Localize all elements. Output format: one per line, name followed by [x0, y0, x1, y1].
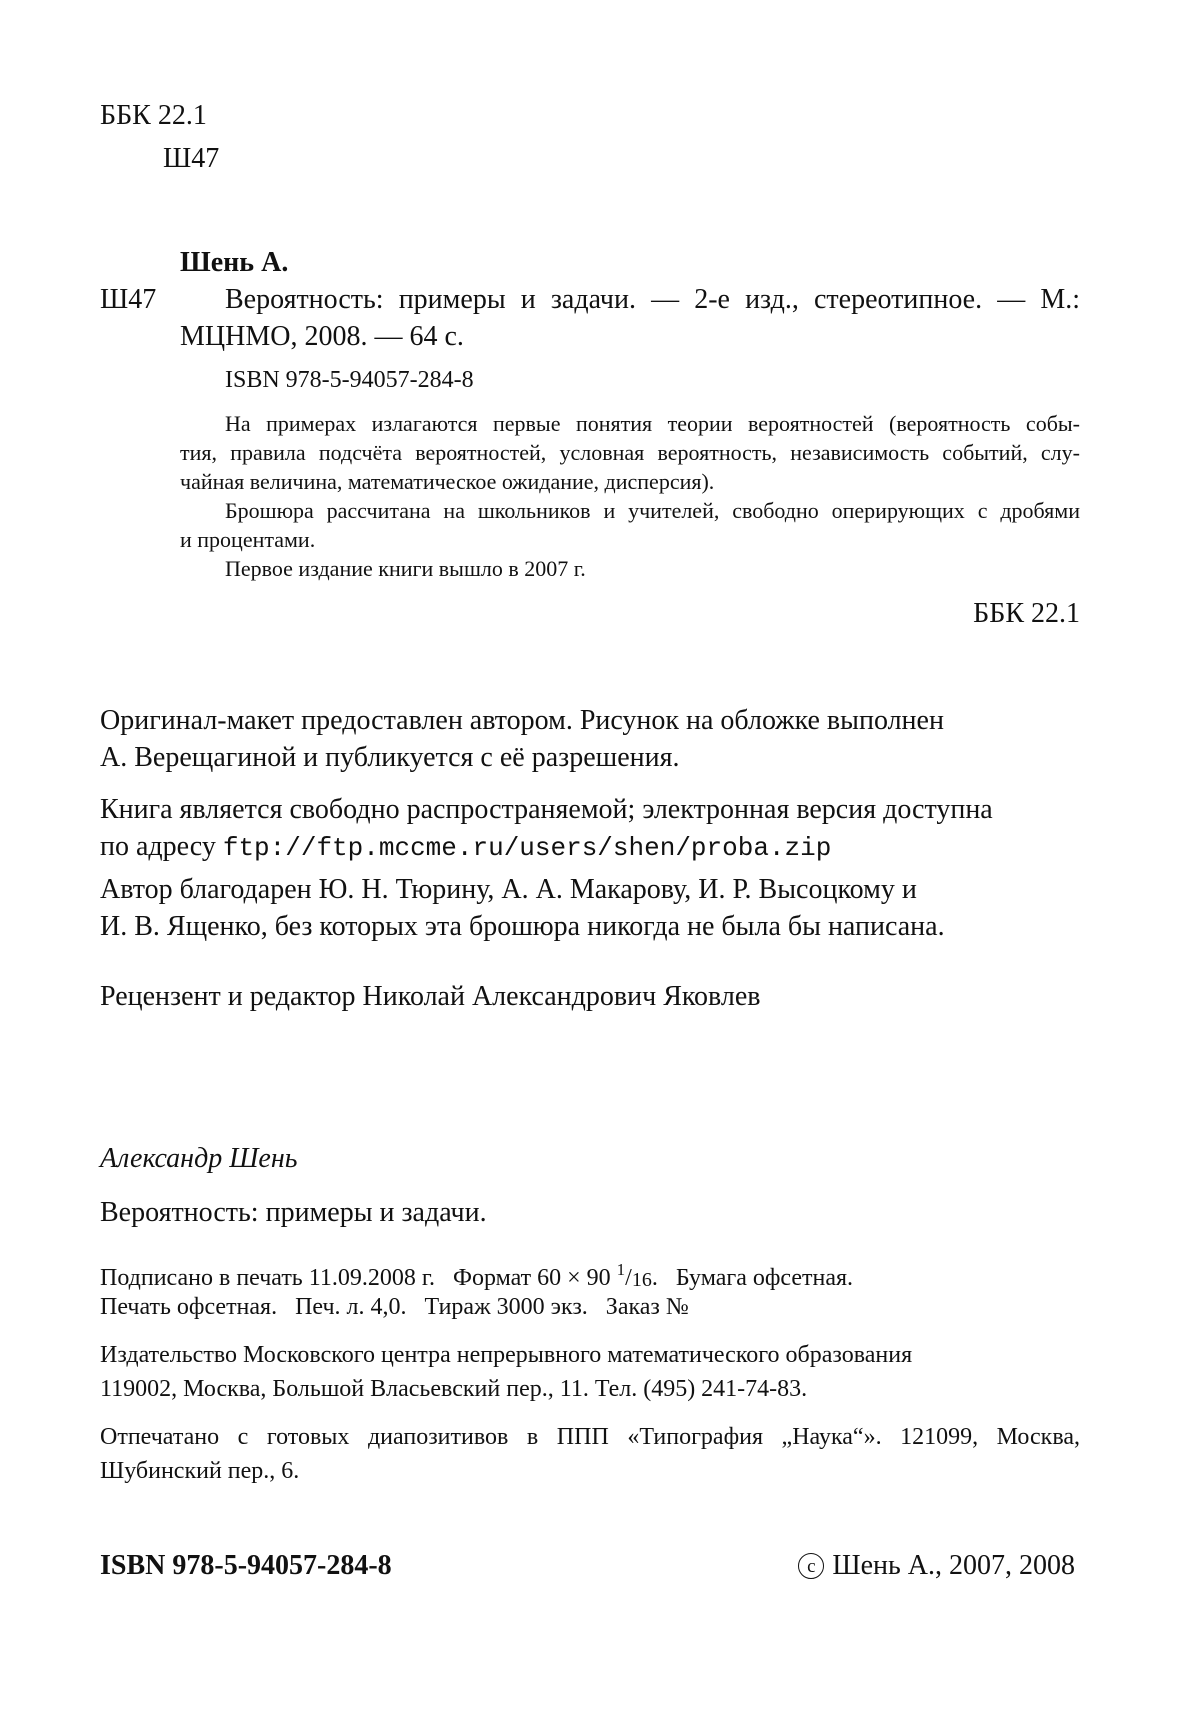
- audience-line-2: и процентами.: [180, 527, 316, 552]
- print-details-signed: Подписано в печать 11.09.2008 г. Формат 60 × 90: [100, 1265, 617, 1291]
- annotation-line-2: тия, правила подсчёта вероятностей, условная вероятность, независимость событий, слу-: [180, 440, 1080, 465]
- bbk-code-top: ББК 22.1: [100, 100, 207, 131]
- layout-note-line-2: А. Верещагиной и публикуется с её разрешения.: [100, 742, 680, 773]
- download-url-link[interactable]: ftp://ftp.mccme.ru/users/shen/proba.zip: [222, 833, 832, 863]
- author-full-name: Александр Шень: [100, 1143, 298, 1174]
- thanks-line-1: Автор благодарен Ю. Н. Тюрину, А. А. Макарову, И. Р. Высоцкому и: [100, 874, 917, 905]
- format-fraction-denominator: 16: [631, 1269, 652, 1291]
- catalog-author: Шень А.: [180, 247, 289, 278]
- catalog-title-line-1: Вероятность: примеры и задачи. — 2-е изд., стереотипное. — М.:: [225, 284, 1080, 315]
- catalog-isbn: ISBN 978-5-94057-284-8: [225, 367, 474, 393]
- printer-line-1: Отпечатано с готовых диапозитивов в ППП «Типография „Наука“». 121099, Москва,: [100, 1424, 1080, 1450]
- catalog-title-line-2: МЦНМО, 2008. — 64 с.: [180, 321, 464, 352]
- author-code-top: Ш47: [163, 143, 220, 174]
- print-details-line-1: [100, 1260, 853, 1292]
- copyright-icon: c: [798, 1553, 824, 1579]
- audience-line-1: Брошюра рассчитана на школьников и учителей, свободно оперирующих с дробями: [225, 498, 1080, 523]
- book-title: Вероятность: примеры и задачи.: [100, 1197, 487, 1228]
- reviewer-line: Рецензент и редактор Николай Александрович Яковлев: [100, 981, 761, 1012]
- free-license-prefix: по адресу: [100, 831, 216, 862]
- format-fraction-slash: /: [625, 1265, 632, 1291]
- thanks-line-2: И. В. Ященко, без которых эта брошюра никогда не была бы написана.: [100, 911, 945, 942]
- copyright-notice: [798, 1550, 1075, 1582]
- footer-isbn: ISBN 978-5-94057-284-8: [100, 1550, 392, 1581]
- publisher-line-2: 119002, Москва, Большой Власьевский пер., 11. Тел. (495) 241-74-83.: [100, 1376, 808, 1402]
- printer-line-2: Шубинский пер., 6.: [100, 1458, 300, 1484]
- print-details-paper: . Бумага офсетная.: [651, 1265, 854, 1291]
- layout-note-line-1: Оригинал-макет предоставлен автором. Рисунок на обложке выполнен: [100, 705, 944, 736]
- bbk-code-bottom: ББК 22.1: [973, 598, 1080, 629]
- catalog-author-code: Ш47: [100, 284, 157, 315]
- annotation-line-3: чайная величина, математическое ожидание, дисперсия).: [180, 469, 715, 494]
- publisher-line-1: Издательство Московского центра непрерывного математического образования: [100, 1342, 913, 1368]
- annotation-line-1: На примерах излагаются первые понятия теории вероятностей (вероятность собы-: [225, 411, 1080, 436]
- free-license-line-1: Книга является свободно распространяемой; электронная версия доступна: [100, 794, 993, 825]
- format-fraction-numerator: 1: [616, 1260, 626, 1279]
- first-edition-note: Первое издание книги вышло в 2007 г.: [225, 556, 586, 581]
- free-license-line-2: [100, 831, 831, 863]
- print-details-line-2: Печать офсетная. Печ. л. 4,0. Тираж 3000 экз. Заказ №: [100, 1294, 689, 1320]
- copyright-text: Шень А., 2007, 2008: [832, 1550, 1075, 1581]
